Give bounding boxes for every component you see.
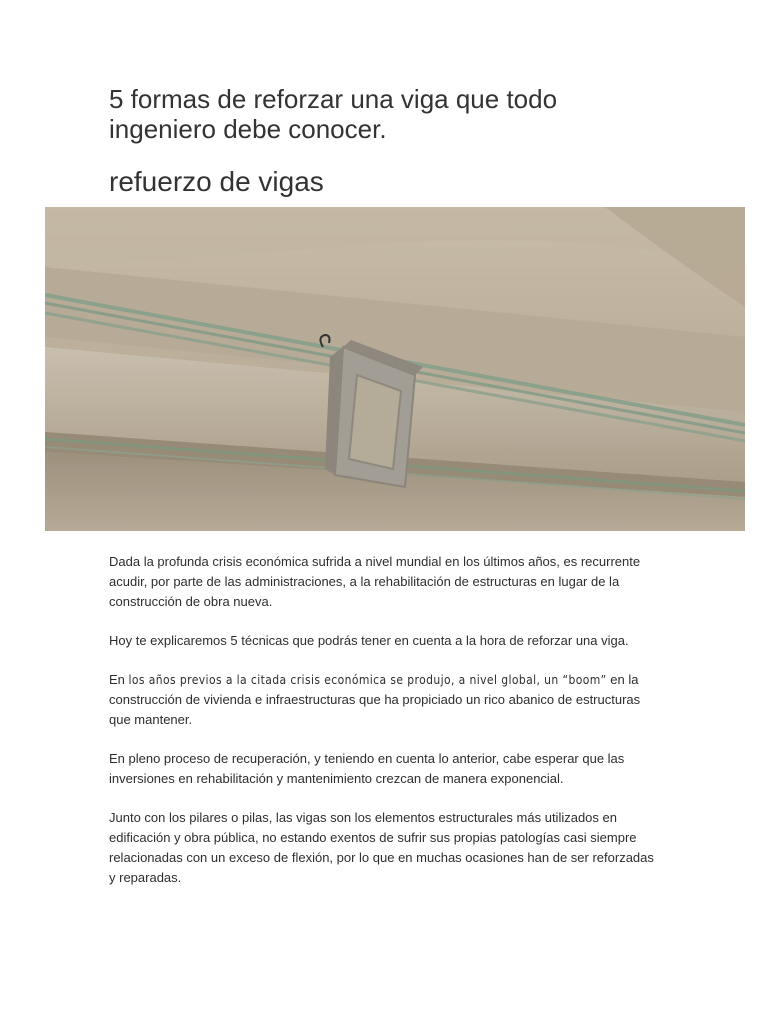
article-body (109, 552, 657, 907)
paragraph-text: En (109, 672, 125, 687)
paragraph (109, 670, 657, 730)
paragraph: Dada la profunda crisis económica sufrida a nivel mundial en los últimos años, es recurrente acudir, por parte de las administraciones, a la rehabilitación de estructuras en lugar de la construcción de obra nueva. (109, 554, 641, 609)
paragraph: Hoy te explicaremos 5 técnicas que podrás tener en cuenta a la hora de reforzar una viga. (109, 633, 629, 648)
beam-photo-illustration (45, 207, 745, 531)
paragraph-text: en la construcción de vivienda e infraestructuras que ha propiciado un rico abanico de estructuras que mantener. (109, 672, 641, 727)
page-title: 5 formas de reforzar una viga que todo ingeniero debe conocer. (109, 84, 558, 144)
section-heading: refuerzo de vigas (109, 166, 324, 197)
beam-reinforcement-photo (45, 207, 745, 531)
paragraph: En pleno proceso de recuperación, y teniendo en cuenta lo anterior, cabe esperar que las inversiones en rehabilitación y mantenimiento crezcan de manera exponencial. (109, 751, 625, 786)
paragraph: Junto con los pilares o pilas, las vigas son los elementos estructurales más utilizados en edificación y obra pública, no estando exentos de sufrir sus propias patologías casi siempre relacionadas con un exceso de flexión, por lo que en muchas ocasiones han de ser reforzadas y reparadas. (109, 810, 654, 885)
paragraph-text-condensed: los años previos a la citada crisis económica se produjo, a nivel global, un “boom” (128, 673, 607, 687)
